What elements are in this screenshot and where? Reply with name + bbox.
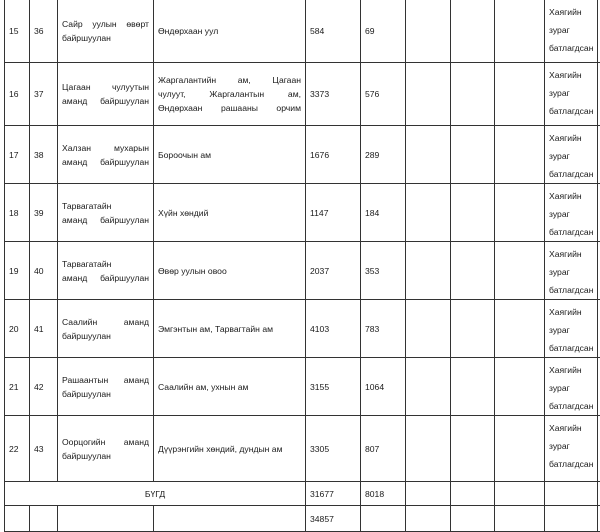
table-row <box>5 0 600 63</box>
name-cell <box>58 184 154 242</box>
empty-cell <box>495 358 545 416</box>
empty-cell <box>451 184 495 242</box>
table-row <box>5 184 600 242</box>
empty-cell <box>30 506 58 532</box>
status-line: батлагдсан <box>549 459 594 469</box>
empty-cell <box>58 506 154 532</box>
name-cell <box>58 126 154 184</box>
empty-cell <box>406 0 451 63</box>
location-line: Өндөрхаан уул <box>158 26 219 36</box>
location-line: Жаргалантийн ам, Цагаан <box>158 75 301 85</box>
table-body <box>5 0 600 532</box>
value1-cell: 1147 <box>306 184 361 242</box>
value2-cell: 289 <box>361 126 406 184</box>
value2-cell: 1064 <box>361 358 406 416</box>
name-line: Саалийн аманд <box>62 316 149 327</box>
location-cell <box>154 63 306 126</box>
location-cell <box>154 126 306 184</box>
status-cell <box>545 300 598 358</box>
value1-cell: 1676 <box>306 126 361 184</box>
location-line: чулуут, Жаргалантын ам, <box>158 89 301 99</box>
name-line: аманд байршуулан <box>62 96 149 106</box>
name-cell <box>58 63 154 126</box>
location-cell <box>154 358 306 416</box>
name-line: Тарвагатайн <box>62 258 112 269</box>
empty-cell <box>545 482 598 506</box>
value2-cell: 783 <box>361 300 406 358</box>
status-line: Хаягийн <box>549 307 582 317</box>
row-number-cell: 16 <box>5 63 30 126</box>
status-cell <box>545 242 598 300</box>
name-line: Халзан мухарын <box>62 142 149 153</box>
status-line: зураг <box>549 209 570 219</box>
status-line: батлагдсан <box>549 169 594 179</box>
status-cell <box>545 0 598 63</box>
location-cell <box>154 0 306 63</box>
name-cell <box>58 300 154 358</box>
status-line: Хаягийн <box>549 133 582 143</box>
status-line: Хаягийн <box>549 70 582 80</box>
empty-cell <box>406 416 451 482</box>
name-line: байршуулан <box>62 388 111 399</box>
status-line: зураг <box>549 325 570 335</box>
empty-cell <box>495 63 545 126</box>
empty-cell <box>406 126 451 184</box>
empty-cell <box>361 506 406 532</box>
name-line: аманд байршуулан <box>62 156 149 167</box>
name-line: байршуулан <box>62 330 111 341</box>
row-number-cell: 17 <box>5 126 30 184</box>
total-row <box>5 482 600 506</box>
value1-cell: 584 <box>306 0 361 63</box>
row-number-cell: 21 <box>5 358 30 416</box>
status-cell <box>545 358 598 416</box>
row-number-cell: 19 <box>5 242 30 300</box>
empty-cell <box>5 506 30 532</box>
name-cell <box>58 0 154 63</box>
row-id-cell: 37 <box>30 63 58 126</box>
status-line: Хаягийн <box>549 7 582 17</box>
value1-cell: 2037 <box>306 242 361 300</box>
location-line: Өндөрхаан рашааны орчим <box>158 103 301 113</box>
name-line: Рашаантын аманд <box>62 374 149 385</box>
name-line: Сайр уулын өвөрт <box>62 19 149 29</box>
row-id-cell: 42 <box>30 358 58 416</box>
location-line: Дүүрэнгийн хөндий, дундын ам <box>158 443 283 454</box>
value2-cell: 353 <box>361 242 406 300</box>
status-line: зураг <box>549 441 570 451</box>
name-line: Оорцогийн аманд <box>62 436 149 447</box>
row-number-cell: 15 <box>5 0 30 63</box>
row-id-cell: 41 <box>30 300 58 358</box>
empty-cell <box>451 0 495 63</box>
value2-cell: 807 <box>361 416 406 482</box>
status-line: зураг <box>549 267 570 277</box>
location-line: Өвөр уулын овоо <box>158 265 227 276</box>
empty-cell <box>406 482 451 506</box>
data-table <box>4 0 600 532</box>
empty-cell <box>495 242 545 300</box>
name-cell <box>58 242 154 300</box>
status-cell <box>545 126 598 184</box>
status-line: Хаягийн <box>549 423 582 433</box>
empty-cell <box>545 506 598 532</box>
row-number-cell: 22 <box>5 416 30 482</box>
name-cell <box>58 416 154 482</box>
location-line: Эмгэнтын ам, Тарвагтайн ам <box>158 323 274 334</box>
empty-cell <box>495 300 545 358</box>
name-cell <box>58 358 154 416</box>
location-cell <box>154 300 306 358</box>
value2-cell: 69 <box>361 0 406 63</box>
empty-cell <box>451 300 495 358</box>
location-cell <box>154 242 306 300</box>
table-row <box>5 242 600 300</box>
table-row <box>5 63 600 126</box>
name-line: Тарвагатайн <box>62 200 112 211</box>
total-value1-cell: 31677 <box>306 482 361 506</box>
empty-cell <box>406 300 451 358</box>
status-line: Хаягийн <box>549 191 582 201</box>
name-line: байршуулан <box>62 33 111 43</box>
value2-cell: 184 <box>361 184 406 242</box>
name-line: аманд байршуулан <box>62 272 149 283</box>
status-line: зураг <box>549 25 570 35</box>
grand-total-row <box>5 506 600 532</box>
empty-cell <box>495 184 545 242</box>
value1-cell: 3155 <box>306 358 361 416</box>
table-row <box>5 416 600 482</box>
location-line: Бороочын ам <box>158 149 212 160</box>
status-cell <box>545 184 598 242</box>
empty-cell <box>406 506 451 532</box>
total-value2-cell: 8018 <box>361 482 406 506</box>
row-id-cell: 43 <box>30 416 58 482</box>
empty-cell <box>154 506 306 532</box>
empty-cell <box>495 126 545 184</box>
location-cell <box>154 416 306 482</box>
value1-cell: 4103 <box>306 300 361 358</box>
row-id-cell: 38 <box>30 126 58 184</box>
name-line: Цагаан чулуутын <box>62 82 149 92</box>
row-number-cell: 20 <box>5 300 30 358</box>
empty-cell <box>451 482 495 506</box>
status-line: Хаягийн <box>549 249 582 259</box>
table-row <box>5 126 600 184</box>
value2-cell: 576 <box>361 63 406 126</box>
location-line: Хүйн хөндий <box>158 207 209 218</box>
empty-cell <box>406 184 451 242</box>
empty-cell <box>451 242 495 300</box>
row-number-cell: 18 <box>5 184 30 242</box>
empty-cell <box>495 482 545 506</box>
table-row <box>5 358 600 416</box>
name-line: байршуулан <box>62 450 111 461</box>
table-row <box>5 300 600 358</box>
empty-cell <box>406 358 451 416</box>
status-line: зураг <box>549 151 570 161</box>
status-line: батлагдсан <box>549 227 594 237</box>
empty-cell <box>406 63 451 126</box>
empty-cell <box>406 242 451 300</box>
status-line: зураг <box>549 88 570 98</box>
status-line: батлагдсан <box>549 401 594 411</box>
status-line: зураг <box>549 383 570 393</box>
location-cell <box>154 184 306 242</box>
empty-cell <box>451 416 495 482</box>
value1-cell: 3305 <box>306 416 361 482</box>
row-id-cell: 40 <box>30 242 58 300</box>
status-cell <box>545 63 598 126</box>
row-id-cell: 39 <box>30 184 58 242</box>
empty-cell <box>451 358 495 416</box>
status-cell <box>545 416 598 482</box>
location-line: Саалийн ам, ухнын ам <box>158 381 249 392</box>
row-id-cell: 36 <box>30 0 58 63</box>
grand-total-value-cell: 34857 <box>306 506 361 532</box>
empty-cell <box>451 506 495 532</box>
total-label-cell: БҮГД <box>5 482 306 506</box>
empty-cell <box>495 0 545 63</box>
status-line: батлагдсан <box>549 285 594 295</box>
empty-cell <box>451 63 495 126</box>
name-line: аманд байршуулан <box>62 214 149 225</box>
empty-cell <box>495 416 545 482</box>
status-line: батлагдсан <box>549 106 594 116</box>
value1-cell: 3373 <box>306 63 361 126</box>
status-line: Хаягийн <box>549 365 582 375</box>
empty-cell <box>451 126 495 184</box>
status-line: батлагдсан <box>549 343 594 353</box>
empty-cell <box>495 506 545 532</box>
status-line: батлагдсан <box>549 43 594 53</box>
